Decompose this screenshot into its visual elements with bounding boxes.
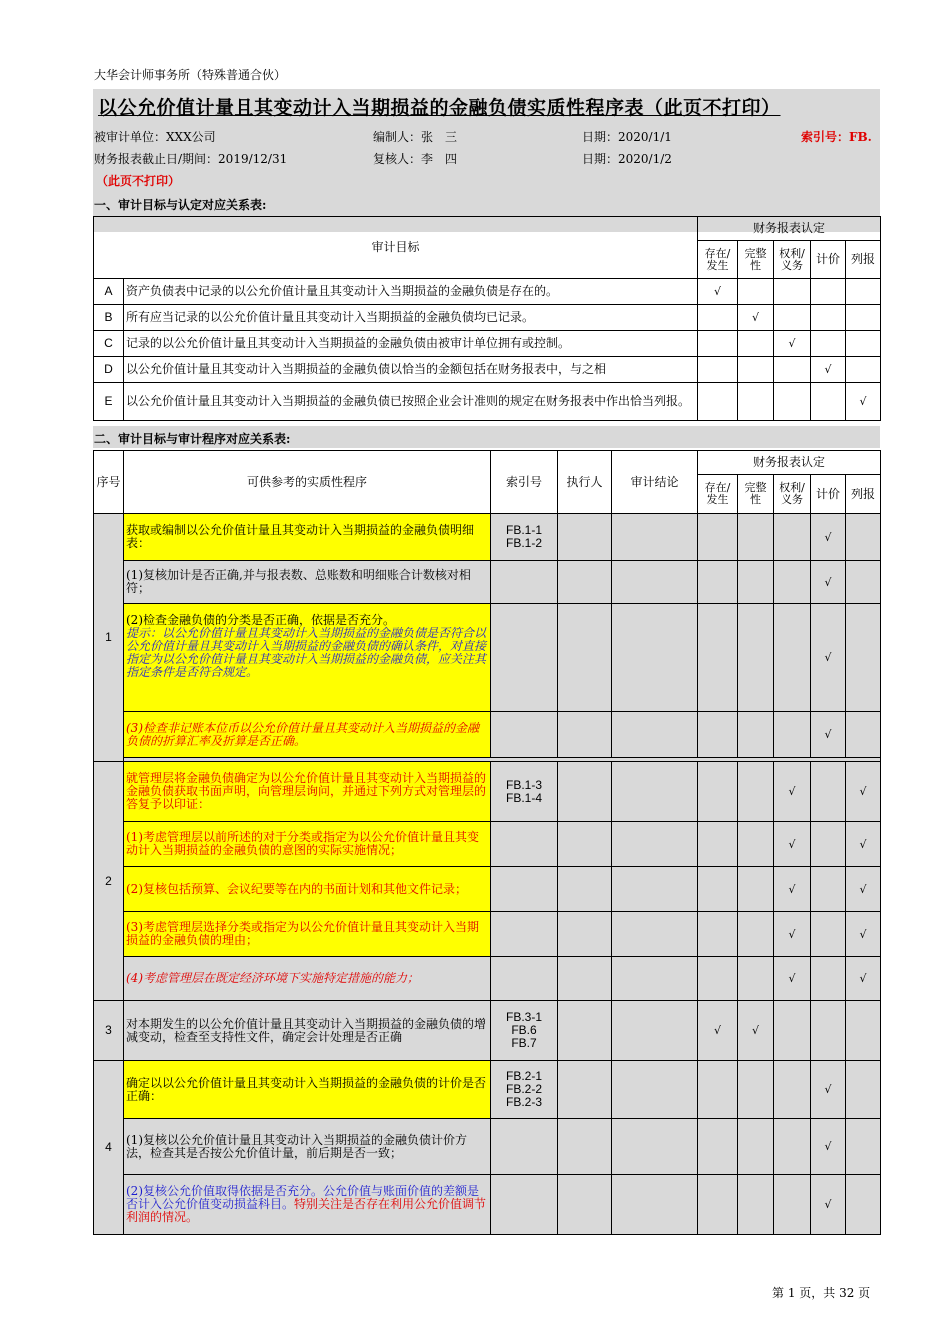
header-presentation: 列报 xyxy=(846,475,881,514)
objective-mark xyxy=(811,305,846,331)
procedure-row xyxy=(94,604,881,712)
objective-mark xyxy=(846,331,881,357)
procedure-mark: √ xyxy=(811,712,846,758)
procedure-mark: √ xyxy=(811,514,846,561)
header-fs-assertion: 财务报表认定 xyxy=(698,451,881,475)
procedure-text: (1)复核加计是否正确,并与报表数、总账数和明细账合计数核对相符； xyxy=(124,561,491,604)
procedure-text-main: (2)检查金融负债的分类是否正确，依据是否充分。 xyxy=(126,613,395,627)
procedure-mark: √ xyxy=(846,957,881,1001)
procedure-text: (2)复核包括预算、会议纪要等在内的书面计划和其他文件记录； xyxy=(124,867,491,912)
period-label: 财务报表截止日/期间：2019/12/31 xyxy=(94,152,288,166)
procedure-seq: 4 xyxy=(94,1061,124,1235)
procedure-index: FB.1-1 FB.1-2 xyxy=(491,514,558,561)
procedure-mark: √ xyxy=(774,822,811,867)
procedure-seq: 2 xyxy=(94,762,124,1001)
objective-mark xyxy=(738,357,774,383)
objective-row xyxy=(94,331,881,357)
header-index-no: 索引号 xyxy=(491,451,558,514)
objective-mark xyxy=(774,383,811,421)
objective-code: B xyxy=(94,305,124,331)
objective-mark xyxy=(811,331,846,357)
procedure-text-part1: (2)复核公允价值取得依据是否充分。公允价值与账面价值的差额是否计入公允价值变动损益科目。 xyxy=(126,1184,480,1211)
procedure-mark: √ xyxy=(738,1001,774,1061)
header-existence: 存在/发生 xyxy=(698,241,738,279)
header-seq: 序号 xyxy=(94,451,124,514)
objective-mark xyxy=(738,383,774,421)
objective-code: E xyxy=(94,383,124,421)
procedure-mark: √ xyxy=(846,912,881,957)
client-label: 被审计单位：XXX公司 xyxy=(94,130,216,144)
objective-mark xyxy=(738,279,774,305)
objective-text: 以公允价值计量且其变动计入当期损益的金融负债已按照企业会计准则的规定在财务报表中作出恰当列报。 xyxy=(124,383,698,421)
procedure-seq: 1 xyxy=(94,514,124,762)
procedure-mark: √ xyxy=(846,762,881,822)
objective-mark xyxy=(698,331,738,357)
procedure-row xyxy=(94,762,881,822)
objective-mark xyxy=(846,279,881,305)
procedure-mark: √ xyxy=(774,957,811,1001)
objective-text: 资产负债表中记录的以公允价值计量且其变动计入当期损益的金融负债是存在的。 xyxy=(124,279,698,305)
procedure-mark: √ xyxy=(811,1119,846,1175)
objective-mark xyxy=(698,383,738,421)
procedure-index: FB.1-3 FB.1-4 xyxy=(491,762,558,822)
objective-code: A xyxy=(94,279,124,305)
procedure-mark: √ xyxy=(811,561,846,604)
page-title: 以公允价值计量且其变动计入当期损益的金融负债实质性程序表（此页不打印） xyxy=(98,97,781,119)
no-print-note: （此页不打印） xyxy=(96,174,181,188)
procedure-row xyxy=(94,1001,881,1061)
objective-mark xyxy=(774,279,811,305)
procedure-text-part2: 特别关注是否存在利用公允价值调节利润的情况。 xyxy=(126,1197,487,1224)
objective-mark xyxy=(811,383,846,421)
objective-mark xyxy=(774,357,811,383)
procedure-index: FB.2-1 FB.2-2 FB.2-3 xyxy=(491,1061,558,1119)
section1-title: 一、审计目标与认定对应关系表: xyxy=(94,198,267,212)
procedure-text: 对本期发生的以公允价值计量且其变动计入当期损益的金融负债的增减变动，检查至支持性文件，确定会计处理是否正确 xyxy=(124,1001,491,1061)
procedure-text xyxy=(124,1175,491,1235)
objective-text: 所有应当记录的以公允价值计量且其变动计入当期损益的金融负债均已记录。 xyxy=(124,305,698,331)
procedure-row xyxy=(94,1119,881,1175)
procedure-row xyxy=(94,1061,881,1119)
objective-mark xyxy=(738,331,774,357)
objective-mark xyxy=(811,279,846,305)
objective-code: C xyxy=(94,331,124,357)
procedure-text: 就管理层将金融负债确定为以公允价值计量且其变动计入当期损益的金融负债获取书面声明，向管理层询问，并通过下列方式对管理层的答复予以印证： xyxy=(124,762,491,822)
objective-mark: √ xyxy=(846,383,881,421)
objective-mark xyxy=(698,357,738,383)
objective-mark: √ xyxy=(811,357,846,383)
procedure-text: (4)考虑管理层在既定经济环境下实施特定措施的能力； xyxy=(124,957,491,1001)
procedure-mark: √ xyxy=(774,762,811,822)
procedure-mark: √ xyxy=(811,604,846,712)
procedure-text: (3)检查非记账本位币以公允价值计量且其变动计入当期损益的金融负债的折算汇率及折算是否正确。 xyxy=(124,712,491,758)
procedure-mark: √ xyxy=(846,867,881,912)
objective-mark xyxy=(698,305,738,331)
procedure-row xyxy=(94,912,881,957)
procedure-index: FB.3-1 FB.6 FB.7 xyxy=(491,1001,558,1061)
header-completeness: 完整性 xyxy=(738,475,774,514)
procedure-mark: √ xyxy=(774,912,811,957)
firm-name: 大华会计师事务所（特殊普通合伙） xyxy=(94,68,287,82)
objective-row xyxy=(94,305,881,331)
objective-code: D xyxy=(94,357,124,383)
header-presentation: 列报 xyxy=(846,241,881,279)
procedure-mark: √ xyxy=(774,867,811,912)
procedure-row xyxy=(94,712,881,758)
procedure-text: (3)考虑管理层选择分类或指定为以公允价值计量且其变动计入当期损益的金融负债的理由； xyxy=(124,912,491,957)
procedure-mark: √ xyxy=(811,1061,846,1119)
procedure-row xyxy=(94,822,881,867)
page-footer: 第 1 页，共 32 页 xyxy=(772,1286,871,1300)
objective-mark: √ xyxy=(774,331,811,357)
procedure-row xyxy=(94,561,881,604)
procedures-table xyxy=(93,450,881,1235)
header-conclusion: 审计结论 xyxy=(612,451,698,514)
procedure-text xyxy=(124,604,491,712)
objective-row xyxy=(94,383,881,421)
procedure-row xyxy=(94,957,881,1001)
procedure-text: 获取或编制以公允价值计量且其变动计入当期损益的金融负债明细表： xyxy=(124,514,491,561)
procedure-text: (1)考虑管理层以前所述的对于分类或指定为以公允价值计量且其变动计入当期损益的金融负债的意图的实际实施情况； xyxy=(124,822,491,867)
header-audit-objective: 审计目标 xyxy=(94,217,698,279)
objective-mark xyxy=(846,305,881,331)
objective-row xyxy=(94,357,881,383)
procedure-row xyxy=(94,514,881,561)
objective-mark xyxy=(774,305,811,331)
header-executor: 执行人 xyxy=(558,451,612,514)
objectives-table xyxy=(93,216,881,421)
header-procedures: 可供参考的实质性程序 xyxy=(124,451,491,514)
objective-text: 以公允价值计量且其变动计入当期损益的金融负债以恰当的金额包括在财务报表中，与之相 xyxy=(124,357,698,383)
date1-label: 日期：2020/1/1 xyxy=(582,130,672,144)
preparer-label: 编制人：张 三 xyxy=(373,130,458,144)
objective-mark: √ xyxy=(738,305,774,331)
procedure-row xyxy=(94,1175,881,1235)
procedure-text: 确定以以公允价值计量且其变动计入当期损益的金融负债的计价是否正确： xyxy=(124,1061,491,1119)
procedure-mark: √ xyxy=(698,1001,738,1061)
header-rights: 权利/义务 xyxy=(774,241,811,279)
header-existence: 存在/发生 xyxy=(698,475,738,514)
header-valuation: 计价 xyxy=(811,241,846,279)
objective-row xyxy=(94,279,881,305)
header-valuation: 计价 xyxy=(811,475,846,514)
objective-mark xyxy=(846,357,881,383)
procedure-text: (1)复核以公允价值计量且其变动计入当期损益的金融负债计价方法，检查其是否按公允价值计量，前后期是否一致； xyxy=(124,1119,491,1175)
section2-title: 二、审计目标与审计程序对应关系表: xyxy=(94,432,291,446)
procedure-mark: √ xyxy=(811,1175,846,1235)
procedure-row xyxy=(94,867,881,912)
header-rights: 权利/义务 xyxy=(774,475,811,514)
procedure-seq: 3 xyxy=(94,1001,124,1061)
header-fs-assertion: 财务报表认定 xyxy=(698,217,881,241)
procedure-hint: 提示：以公允价值计量且其变动计入当期损益的金融负债是否符合以公允价值计量且其变动计入当期损益的金融负债的确认条件，对直接指定为以公允价值计量且其变动计入当期损益的金融负债，应关注其指定条件是否符合规定。 xyxy=(126,626,487,679)
header-completeness: 完整性 xyxy=(738,241,774,279)
objective-mark: √ xyxy=(698,279,738,305)
procedure-mark: √ xyxy=(846,822,881,867)
objective-text: 记录的以公允价值计量且其变动计入当期损益的金融负债由被审计单位拥有或控制。 xyxy=(124,331,698,357)
index-label: 索引号：FB. xyxy=(801,130,872,144)
date2-label: 日期：2020/1/2 xyxy=(582,152,672,166)
reviewer-label: 复核人：李 四 xyxy=(373,152,458,166)
